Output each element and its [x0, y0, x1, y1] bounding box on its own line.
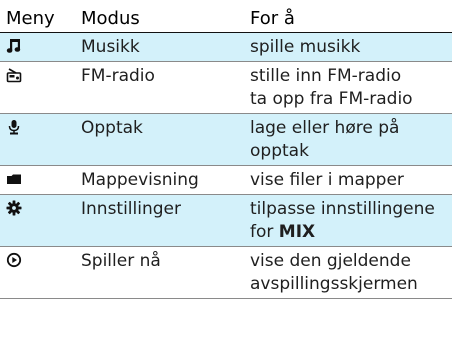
table-row [0, 247, 452, 299]
play-icon [6, 252, 22, 268]
header-purpose: For å [244, 4, 452, 33]
folder-icon [6, 171, 22, 187]
menu-mode-table [0, 4, 452, 299]
mix-label: MIX [278, 222, 316, 242]
table-row [0, 195, 452, 247]
purpose-musikk: spille musikk [244, 33, 452, 62]
mode-mappevisning: Mappevisning [75, 166, 244, 195]
header-menu: Meny [0, 4, 75, 33]
mode-musikk: Musikk [75, 33, 244, 62]
table-header-row [0, 4, 452, 33]
table-row [0, 114, 452, 166]
purpose-spiller-na: vise den gjeldende avspillingsskjermen [244, 247, 452, 299]
mode-spiller-na: Spiller nå [75, 247, 244, 299]
mode-opptak: Opptak [75, 114, 244, 166]
header-mode: Modus [75, 4, 244, 33]
gear-icon [6, 200, 22, 216]
radio-icon [6, 67, 22, 83]
table-row [0, 33, 452, 62]
mode-fm-radio: FM-radio [75, 62, 244, 114]
table-row [0, 62, 452, 114]
purpose-opptak: lage eller høre på opptak [244, 114, 452, 166]
purpose-mappevisning: vise filer i mapper [244, 166, 452, 195]
microphone-icon [6, 119, 22, 135]
purpose-innstillinger: tilpasse innstillingene for MIX [244, 195, 452, 247]
music-note-icon [6, 38, 22, 54]
purpose-fm-radio: stille inn FM-radio ta opp fra FM-radio [244, 62, 452, 114]
mode-innstillinger: Innstillinger [75, 195, 244, 247]
table-row [0, 166, 452, 195]
